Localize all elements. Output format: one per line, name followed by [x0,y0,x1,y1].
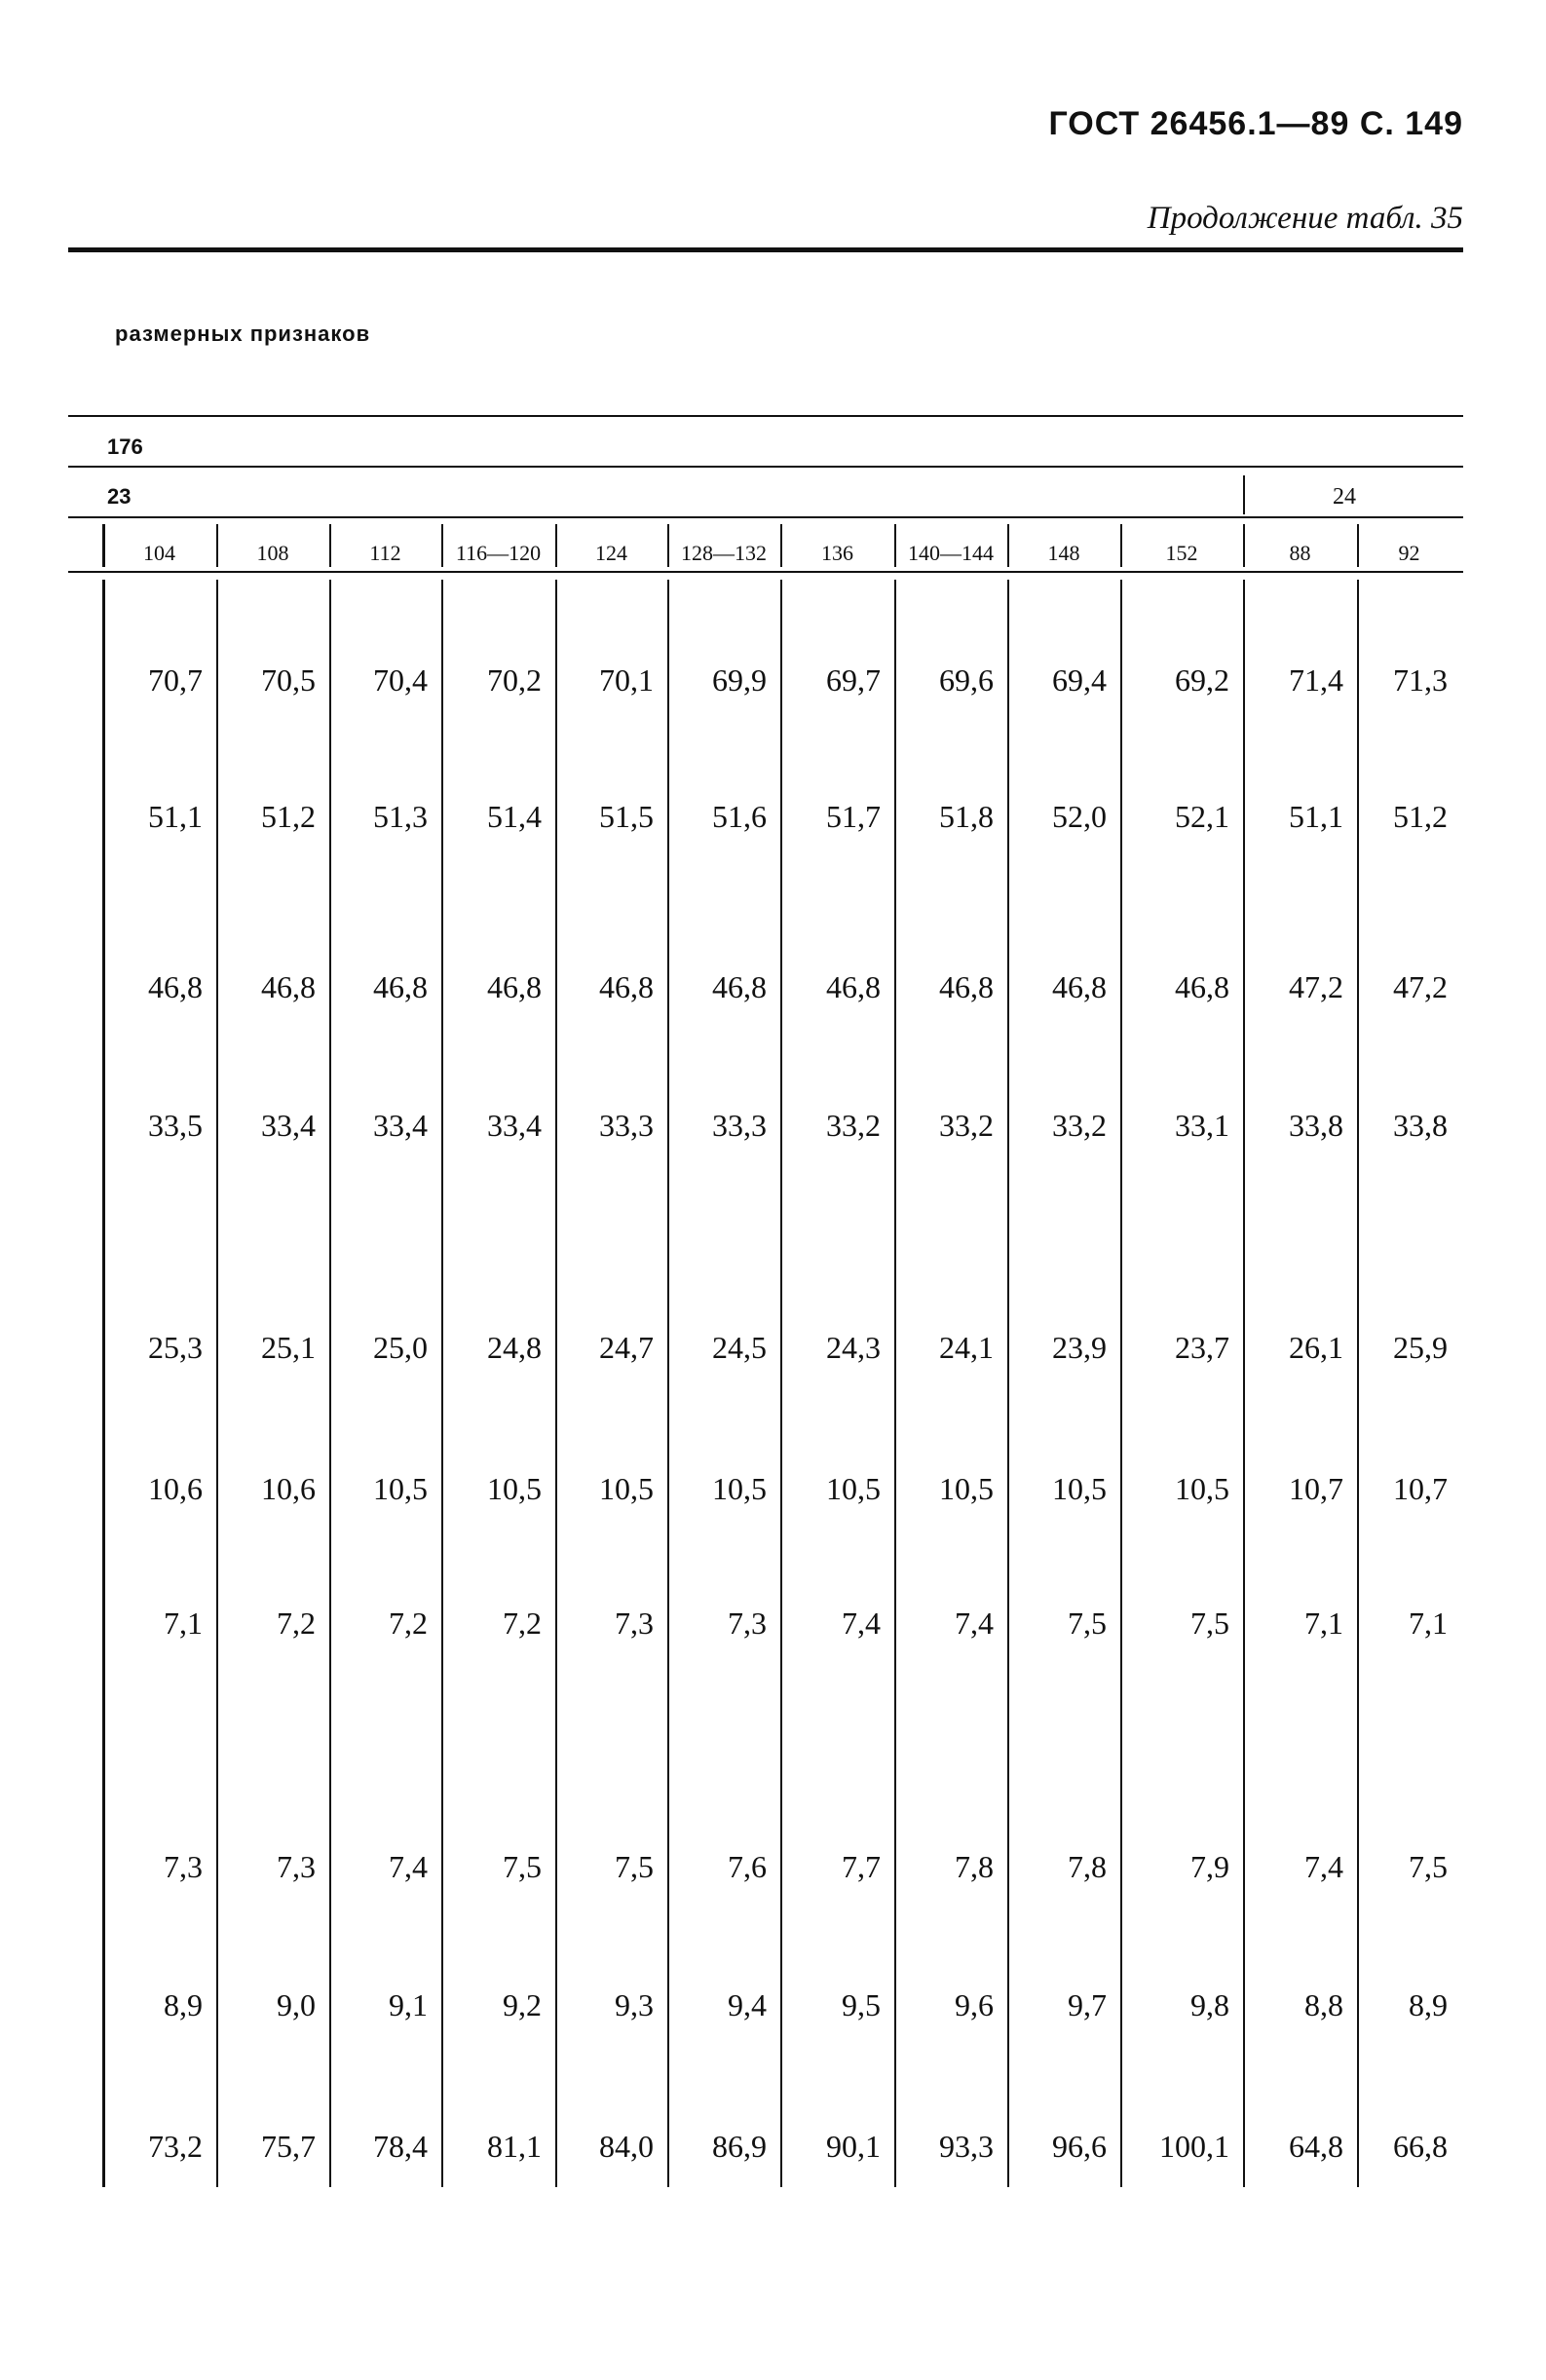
group-b-label: 24 [1333,484,1356,510]
column-header: 124 [595,541,627,565]
table-cell: 25,3 [148,1330,203,1365]
column-header-rule [68,571,1463,573]
table-cell: 8,9 [1409,1987,1448,2022]
table-cell: 25,9 [1393,1330,1448,1365]
column-header: 116—120 [455,541,542,565]
column-header: 152 [1165,541,1198,565]
table-cell: 51,4 [487,799,542,834]
table-cell: 70,4 [373,662,428,698]
table-cell: 46,8 [1175,969,1229,1004]
table-cell: 24,7 [599,1330,654,1365]
column-header: 148 [1047,541,1080,565]
header-rule [68,247,1463,252]
table-cell: 24,1 [939,1330,994,1365]
group-a-label: 23 [107,484,132,509]
table-cell: 69,6 [939,662,994,698]
table-cell: 64,8 [1289,2129,1343,2164]
table-cell: 69,4 [1052,662,1107,698]
table-cell: 7,3 [615,1606,654,1641]
table-cell: 7,3 [164,1849,203,1884]
table-cell: 7,5 [1068,1606,1107,1641]
table-cell: 81,1 [487,2129,542,2164]
table-cell: 52,0 [1052,799,1107,834]
table-cell: 100,1 [1159,2129,1229,2164]
table-cell: 25,1 [261,1330,316,1365]
table-cell: 7,5 [1190,1606,1229,1641]
table-column [1007,580,1120,2187]
table-column [780,580,894,2187]
table-cell: 7,2 [389,1606,428,1641]
table-cell: 10,5 [487,1471,542,1506]
table-cell: 7,5 [503,1849,542,1884]
table-cell: 70,1 [599,662,654,698]
table-cell: 9,3 [615,1987,654,2022]
table-cell: 10,5 [373,1471,428,1506]
table-cell: 51,2 [1393,799,1448,834]
table-cell: 9,0 [277,1987,316,2022]
table-cell: 46,8 [1052,969,1107,1004]
table-cell: 7,2 [503,1606,542,1641]
table-cell: 33,4 [373,1108,428,1143]
table-cell: 93,3 [939,2129,994,2164]
table-cell: 33,8 [1393,1108,1448,1143]
column-header-divider [102,524,105,567]
table-cell: 51,5 [599,799,654,834]
table-cell: 10,7 [1289,1471,1343,1506]
table-cell: 7,3 [277,1849,316,1884]
table-cell: 46,8 [373,969,428,1004]
table-cell: 7,4 [955,1606,994,1641]
table-cell: 10,6 [148,1471,203,1506]
table-column [667,580,780,2187]
column-header-divider [555,524,557,567]
table-cell: 33,2 [939,1108,994,1143]
table-cell: 33,2 [826,1108,881,1143]
table-cell: 90,1 [826,2129,881,2164]
table-cell: 10,5 [599,1471,654,1506]
table-cell: 7,4 [1304,1849,1343,1884]
table-cell: 8,8 [1304,1987,1343,2022]
column-header-divider [1243,524,1245,567]
table-cell: 96,6 [1052,2129,1107,2164]
column-header-divider [1007,524,1009,567]
table-cell: 47,2 [1393,969,1448,1004]
table-cell: 24,5 [712,1330,767,1365]
column-header: 104 [143,541,175,565]
table-column [555,580,667,2187]
table-cell: 7,4 [389,1849,428,1884]
table-cell: 23,9 [1052,1330,1107,1365]
column-header: 112 [369,541,401,565]
table-cell: 70,7 [148,662,203,698]
table-cell: 10,7 [1393,1471,1448,1506]
table-cell: 46,8 [712,969,767,1004]
table-cell: 24,3 [826,1330,881,1365]
table-cell: 71,3 [1393,662,1448,698]
table-column [1243,580,1357,2187]
table-cell: 26,1 [1289,1330,1343,1365]
table-cell: 46,8 [599,969,654,1004]
table-cell: 33,4 [487,1108,542,1143]
column-header: 140—144 [908,541,994,565]
table-column [441,580,555,2187]
table-cell: 51,8 [939,799,994,834]
table-cell: 7,7 [842,1849,881,1884]
table-cell: 9,4 [728,1987,767,2022]
table-cell: 33,1 [1175,1108,1229,1143]
table-cell: 10,5 [939,1471,994,1506]
column-header: 128—132 [681,541,767,565]
table-cell: 51,3 [373,799,428,834]
group-rule [68,516,1463,518]
table-cell: 10,5 [1052,1471,1107,1506]
table-cell: 10,6 [261,1471,316,1506]
column-header: 108 [256,541,289,565]
table-cell: 78,4 [373,2129,428,2164]
table-cell: 7,3 [728,1606,767,1641]
table-cell: 70,2 [487,662,542,698]
table-column [1120,580,1243,2187]
table-continuation-label: Продолжение табл. 35 [1147,201,1463,236]
column-header: 88 [1289,541,1311,565]
table-cell: 9,5 [842,1987,881,2022]
table-cell: 7,1 [1304,1606,1343,1641]
table-cell: 7,9 [1190,1849,1229,1884]
table-cell: 7,1 [1409,1606,1448,1641]
height-group-label: 176 [107,434,143,459]
table-cell: 33,3 [599,1108,654,1143]
table-subtitle: размерных признаков [115,321,371,346]
table-column [1357,580,1461,2187]
table-column [329,580,441,2187]
table-cell: 7,2 [277,1606,316,1641]
table-cell: 9,2 [503,1987,542,2022]
table-cell: 51,2 [261,799,316,834]
table-cell: 33,4 [261,1108,316,1143]
table-cell: 10,5 [826,1471,881,1506]
table-cell: 47,2 [1289,969,1343,1004]
table-cell: 23,7 [1175,1330,1229,1365]
table-cell: 46,8 [261,969,316,1004]
data-grid [102,580,1461,2187]
table-top-rule [68,415,1463,417]
column-header: 136 [821,541,853,565]
table-cell: 9,1 [389,1987,428,2022]
table-cell: 46,8 [148,969,203,1004]
table-cell: 51,1 [148,799,203,834]
table-cell: 9,7 [1068,1987,1107,2022]
table-cell: 66,8 [1393,2129,1448,2164]
table-cell: 75,7 [261,2129,316,2164]
table-column [894,580,1007,2187]
table-cell: 69,2 [1175,662,1229,698]
column-header-divider [780,524,782,567]
column-header-divider [667,524,669,567]
standard-header: ГОСТ 26456.1—89 С. 149 [1048,105,1463,142]
table-cell: 46,8 [487,969,542,1004]
table-cell: 33,5 [148,1108,203,1143]
table-cell: 7,4 [842,1606,881,1641]
column-header-divider [1357,524,1359,567]
table-cell: 7,8 [1068,1849,1107,1884]
table-cell: 51,1 [1289,799,1343,834]
column-header-divider [1120,524,1122,567]
table-cell: 7,8 [955,1849,994,1884]
group-divider [1243,475,1245,514]
table-cell: 9,8 [1190,1987,1229,2022]
table-cell: 7,6 [728,1849,767,1884]
table-column [102,580,216,2187]
column-header-divider [216,524,218,567]
table-cell: 33,2 [1052,1108,1107,1143]
table-cell: 69,7 [826,662,881,698]
column-header: 92 [1398,541,1420,565]
table-cell: 7,5 [1409,1849,1448,1884]
column-header-divider [329,524,331,567]
table-cell: 71,4 [1289,662,1343,698]
table-cell: 52,1 [1175,799,1229,834]
table-cell: 24,8 [487,1330,542,1365]
column-header-divider [894,524,896,567]
table-cell: 84,0 [599,2129,654,2164]
table-cell: 69,9 [712,662,767,698]
table-cell: 70,5 [261,662,316,698]
height-group-rule [68,466,1463,468]
table-cell: 51,7 [826,799,881,834]
table-cell: 10,5 [712,1471,767,1506]
table-cell: 9,6 [955,1987,994,2022]
table-cell: 86,9 [712,2129,767,2164]
table-cell: 33,3 [712,1108,767,1143]
table-cell: 46,8 [826,969,881,1004]
table-cell: 7,1 [164,1606,203,1641]
table-cell: 10,5 [1175,1471,1229,1506]
table-cell: 73,2 [148,2129,203,2164]
table-cell: 46,8 [939,969,994,1004]
table-cell: 25,0 [373,1330,428,1365]
table-column [216,580,329,2187]
table-cell: 7,5 [615,1849,654,1884]
table-cell: 51,6 [712,799,767,834]
table-cell: 8,9 [164,1987,203,2022]
table-cell: 33,8 [1289,1108,1343,1143]
column-header-divider [441,524,443,567]
